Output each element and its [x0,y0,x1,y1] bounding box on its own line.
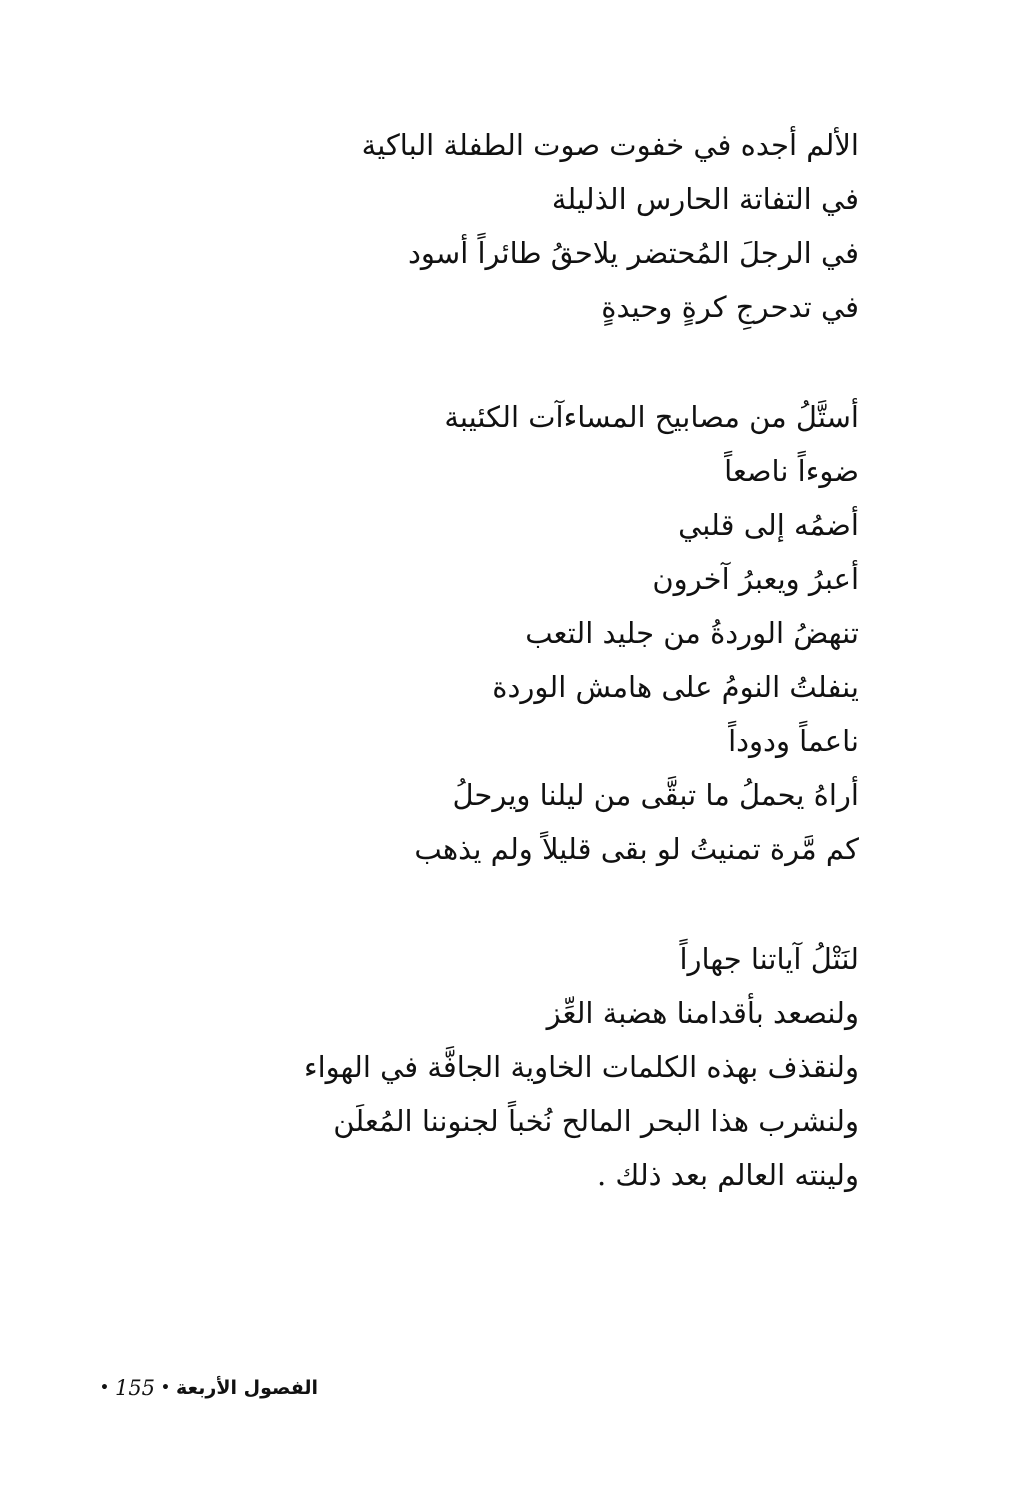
poem-line: ولينته العالم بعد ذلك . [596,1158,859,1192]
poem-line: تنهضُ الوردةُ من جليد التعب [525,616,859,650]
poem-line: أضمُه إلى قلبي [678,508,859,542]
poem-line: في تدحرجِ كرةٍ وحيدةٍ [601,290,859,324]
page-number: 155 [114,1376,156,1400]
footer-bullet: • [100,1380,109,1396]
poem-line: أراهُ يحملُ ما تبقَّى من ليلنا ويرحلُ [452,778,859,812]
poem-line: ناعماً ودوداً [728,724,859,758]
page-footer [100,1376,318,1400]
poem-line: في الرجلَ المُحتضر يلاحقُ طائراً أسود [408,236,859,270]
stanza-2 [299,390,859,876]
poem-line: كم مَّرة تمنيتُ لو بقى قليلاً ولم يذهب [414,832,859,866]
poem-line: لنَتْلُ آياتنا جهاراً [679,942,859,976]
stanza-3 [299,932,859,1202]
poem-line: ولنقذف بهذه الكلمات الخاوية الجافَّة في الهواء [303,1050,859,1084]
poem-line: في التفاتة الحارس الذليلة [551,182,859,216]
poem-line: أعبرُ ويعبرُ آخرون [652,562,859,596]
poem-line: ينفلتُ النومُ على هامش الوردة [492,670,859,704]
poem-line: ولنصعد بأقدامنا هضبة العِّز [546,996,859,1030]
poem-line: الألم أجده في خفوت صوت الطفلة الباكية [361,128,859,162]
poem [299,118,859,1258]
poem-line: أستَّلُ من مصابيح المساءآت الكئيبة [444,400,859,434]
footer-bullet: • [161,1380,170,1396]
book-title: الفصول الأربعة [176,1377,319,1399]
stanza-1 [299,118,859,334]
poem-line: ضوءاً ناصعاً [724,454,859,488]
poem-line: ولنشرب هذا البحر المالح نُخباً لجنوننا المُعلَن [333,1104,859,1138]
